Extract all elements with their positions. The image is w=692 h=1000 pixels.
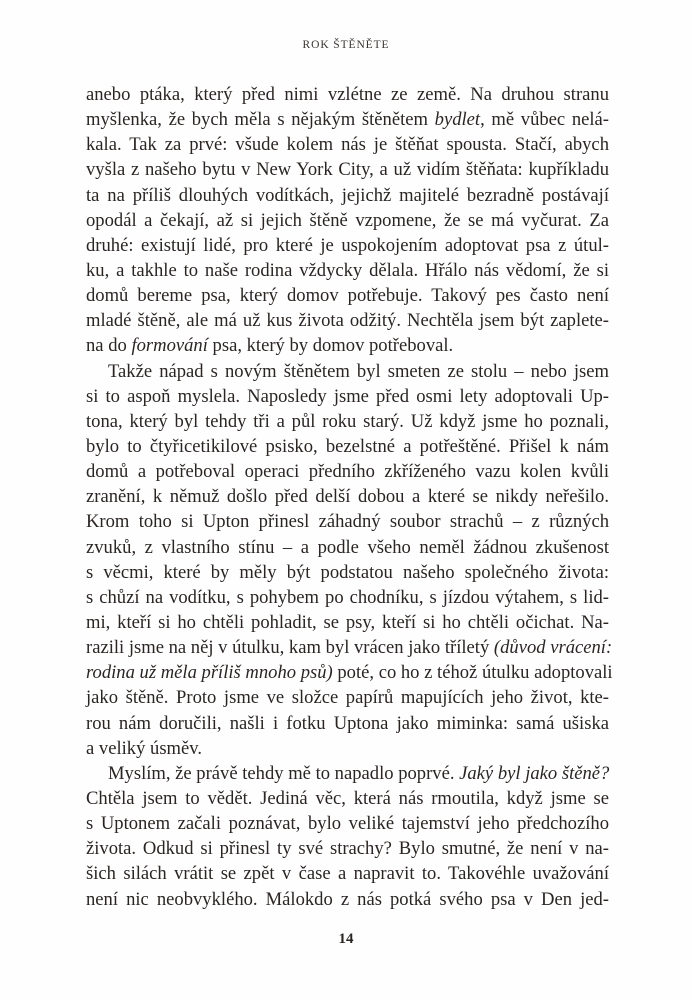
text-segment: bylo to čtyřicetikilové psisko, bezelstné a potřeštěné. Přišel k nám: [86, 435, 609, 457]
text-line: [86, 409, 609, 434]
text-segment: na do: [86, 335, 132, 357]
text-segment: tona, který byl tehdy tři a půl roku starý. Už když jsme ho poznali,: [86, 410, 609, 432]
text-line: [86, 610, 609, 635]
text-segment: s věcmi, které by měly být podstatou našeho společného života:: [86, 561, 609, 583]
italic-text-segment: rodina už měla příliš mnoho psů): [86, 662, 333, 684]
text-segment: kala. Tak za prvé: všude kolem nás je štěňat spousta. Stačí, abych: [86, 134, 609, 156]
text-line: [86, 283, 609, 308]
text-line: [86, 132, 609, 157]
text-segment: zvuků, z vlastního stínu – a podle všeho neměl žádnou zkušenost: [86, 536, 609, 558]
text-segment: šich silách vrátit se zpět v čase a napravit to. Takovéhle uvažování: [86, 863, 609, 885]
text-line: [86, 308, 609, 333]
italic-text-segment: (důvod vrácení:: [493, 637, 613, 659]
text-line: [86, 509, 609, 534]
text-segment: psa, který by domov potřeboval.: [207, 335, 454, 357]
text-line: [86, 635, 613, 660]
italic-text-segment: bydlet: [434, 109, 481, 131]
text-segment: , mě vůbec nelá-: [480, 109, 609, 131]
text-line: [86, 434, 609, 459]
text-line: [86, 836, 609, 861]
text-segment: jako štěně. Proto jsme ve složce papírů mapujících jeho život, kte-: [86, 687, 609, 709]
text-segment: poté, co ho z téhož útulku adoptovali: [332, 662, 613, 684]
text-segment: Chtěla jsem to vědět. Jediná věc, která nás rmoutila, když jsme se: [86, 787, 609, 809]
text-line: [86, 786, 609, 811]
text-line: [86, 560, 609, 585]
text-segment: razili jsme na něj v útulku, kam byl vrácen jako tříletý: [86, 637, 494, 659]
text-segment: s Uptonem začali poznávat, bylo veliké tajemství jeho předchozího: [86, 813, 609, 835]
text-line: [86, 157, 609, 182]
text-segment: a veliký úsměv.: [86, 737, 203, 759]
text-line: [86, 660, 613, 685]
text-line: [86, 333, 609, 358]
text-line: [86, 233, 609, 258]
page-number: 14: [338, 931, 354, 947]
text-segment: ta na příliš dlouhých vodítkách, jejichž majitelé bezradně postávají: [86, 184, 609, 206]
text-segment: Takže nápad s novým štěnětem byl smeten ze stolu – nebo jsem: [108, 360, 609, 382]
text-segment: mladé štěně, ale má už kus života odžitý. Nechtěla jsem být zaplete-: [86, 310, 609, 332]
text-line: [86, 811, 609, 836]
text-line: [86, 384, 609, 409]
text-line: [86, 761, 609, 786]
text-line: [86, 82, 609, 107]
text-line: [86, 711, 609, 736]
body-text: [86, 82, 613, 912]
italic-text-segment: Jaký byl jako štěně?: [459, 762, 610, 784]
text-segment: mi, kteří si ho chtěli pohladit, se psy, kteří si ho chtěli očichat. Na-: [86, 611, 609, 633]
italic-text-segment: formování: [131, 335, 208, 357]
text-segment: vyšla z našeho bytu v New York City, a už vidím štěňata: kupříkladu: [86, 159, 609, 181]
text-line: [86, 535, 609, 560]
text-line: [86, 861, 609, 886]
text-segment: Myslím, že právě tehdy mě to napadlo poprvé.: [108, 762, 460, 784]
text-segment: zranění, k němuž došlo před delší dobou a které se nikdy neřešilo.: [86, 486, 609, 508]
text-line: [86, 484, 609, 509]
text-segment: myšlenka, že bych měla s nějakým štěnětem: [86, 109, 435, 131]
text-segment: druhé: existují lidé, pro které je uspokojením adoptovat psa z útul-: [86, 234, 609, 256]
text-segment: ku, a takhle to naše rodina vždycky dělala. Hřálo nás vědomí, že si: [86, 259, 609, 281]
text-line: [86, 459, 609, 484]
text-segment: anebo ptáka, který před nimi vzlétne ze země. Na druhou stranu: [86, 84, 609, 105]
text-segment: opodál a čekají, až si jejich štěně vzpomene, že se má vyčurat. Za: [86, 209, 609, 231]
text-line: [86, 208, 609, 233]
text-segment: rou nám doručili, našli i fotku Uptona jako miminka: samá ušiska: [86, 712, 609, 734]
text-segment: domů a potřeboval operaci předního zkříženého vazu kolen kvůli: [86, 461, 609, 483]
text-segment: si to aspoň myslela. Naposledy jsme před osmi lety adoptovali Up-: [86, 385, 609, 407]
text-line: [86, 887, 609, 912]
text-line: [86, 258, 609, 283]
text-line: [86, 685, 609, 710]
text-line: [86, 107, 609, 132]
text-segment: Krom toho si Upton přinesl záhadný soubor strachů – z různých: [86, 511, 609, 533]
text-line: [86, 585, 609, 610]
text-line: [86, 359, 609, 384]
text-segment: s chůzí na vodítku, s pohybem po chodníku, s jízdou výtahem, s lid-: [86, 586, 609, 608]
running-header: ROK ŠTĚNĚTE: [302, 39, 390, 51]
text-segment: života. Odkud si přinesl ty své strachy? Bylo smutné, že není v na-: [86, 838, 609, 860]
text-line: [86, 183, 609, 208]
text-segment: domů bereme psa, který domov potřebuje. Takový pes často není: [86, 285, 609, 307]
text-segment: není nic neobvyklého. Málokdo z nás potká svého psa v Den jed-: [86, 888, 609, 910]
text-line: [86, 736, 609, 761]
